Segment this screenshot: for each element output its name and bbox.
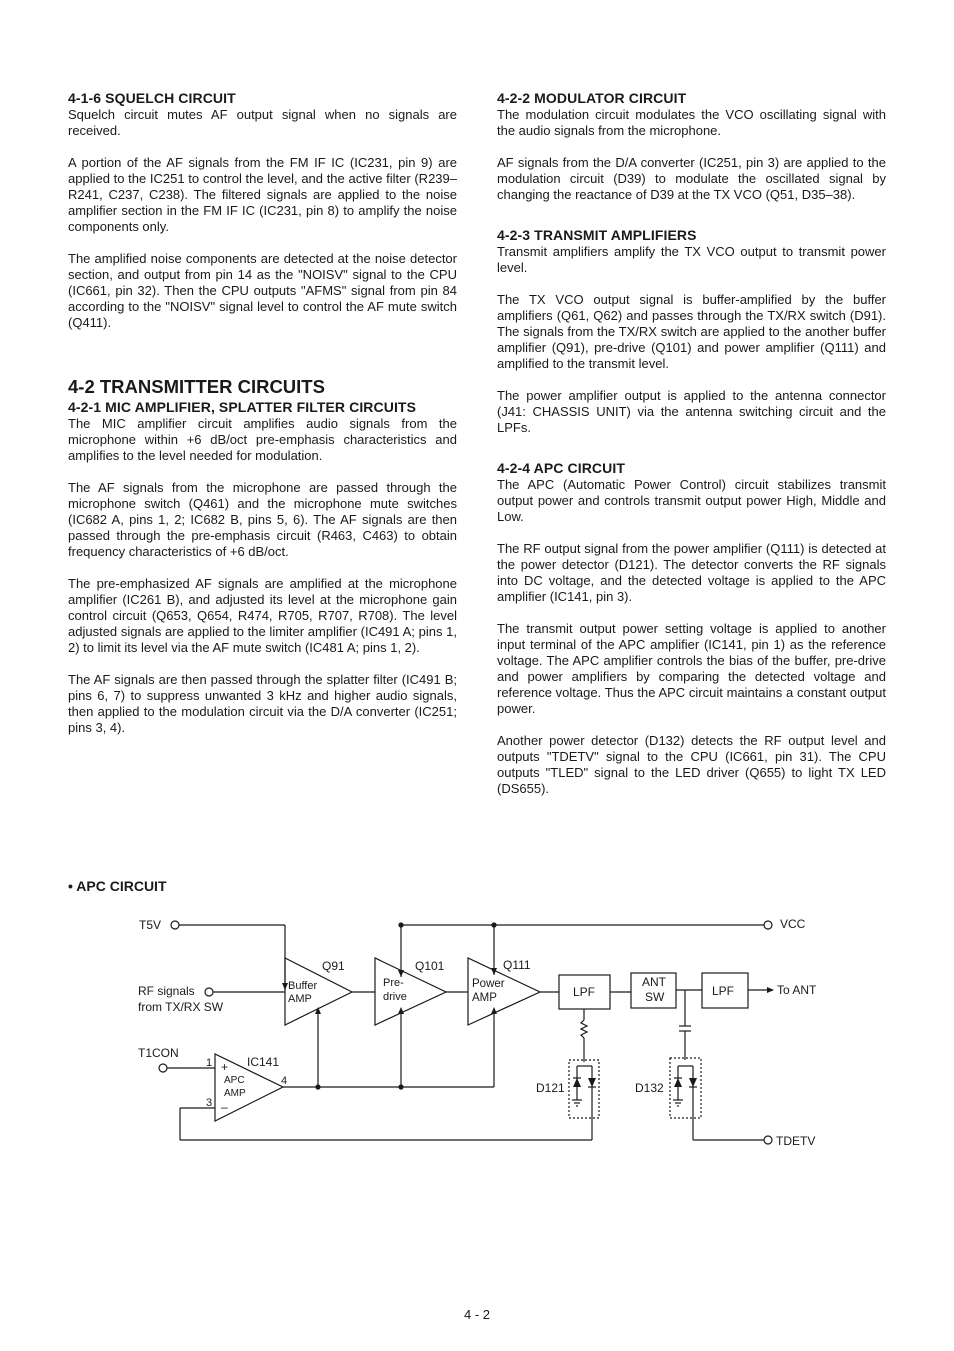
- rf-input-label-2: from TX/RX SW: [138, 1000, 224, 1014]
- pin4-label: 4: [281, 1075, 288, 1087]
- section-heading-apc: 4-2-4 APC CIRCUIT: [497, 460, 625, 476]
- minus-sign: –: [221, 1100, 228, 1114]
- buffer-amp-label: Buffer: [288, 980, 318, 992]
- apc-amp-label-2: AMP: [224, 1088, 246, 1099]
- paragraph: The modulation circuit modulates the VCO oscillating signal with the audio signals from the microphone.: [497, 107, 886, 138]
- paragraph: Transmit amplifiers amplify the TX VCO output to transmit power level.: [497, 244, 886, 275]
- paragraph: AF signals from the D/A converter (IC251, pin 3) are applied to the modulation circuit (D39) to modulate the oscillated signal by changing the reactance of D39 at the TX VCO (Q51, D35–38).: [497, 155, 886, 202]
- lpf-1-label: LPF: [573, 985, 596, 999]
- page-number: 4 - 2: [463, 1307, 490, 1322]
- plus-sign: +: [221, 1060, 229, 1074]
- section-heading-squelch: 4-1-6 SQUELCH CIRCUIT: [68, 90, 236, 106]
- vcc-terminal: [764, 921, 772, 929]
- paragraph: The amplified noise components are detected at the noise detector section, and output from pin 14 as the "NOISV" signal to the CPU (IC661, pin 32). Then the CPU outputs "AFMS" signal from pin 84 according to the "NOISV" signal level to control the AF mute switch (Q411).: [68, 251, 457, 330]
- chapter-heading: 4-2 TRANSMITTER CIRCUITS: [68, 376, 325, 397]
- apc-amp-label: APC: [224, 1075, 245, 1086]
- q111-label: Q111: [503, 958, 531, 972]
- section-heading-modulator: 4-2-2 MODULATOR CIRCUIT: [497, 90, 687, 106]
- paragraph: Another power detector (D132) detects the RF output level and outputs "TDETV" signal to the CPU (IC661, pin 31). The CPU outputs "TLED" signal to the LED driver (Q655) to light TX LED (DS655).: [497, 733, 886, 796]
- ant-switch-label: ANT: [642, 975, 666, 989]
- paragraph: The MIC amplifier circuit amplifies audio signals from the microphone within +6 dB/oct pre-emphasis characteristics and amplifies to the level needed for modulation.: [68, 416, 457, 463]
- q91-label: Q91: [322, 959, 345, 973]
- apc-circuit-diagram: [120, 905, 840, 1155]
- lpf-2-label: LPF: [712, 984, 735, 998]
- d121-detector: [569, 1060, 599, 1118]
- pre-drive-label-2: drive: [383, 991, 407, 1003]
- paragraph: A portion of the AF signals from the FM IF IC (IC231, pin 9) are applied to the IC251 to control the level, and the active filter (R239–R241, C237, C238). The filtered signals are applied to the noise amplifier section in the FM IF IC (IC231, pin 8) to amplify the noise components only.: [68, 155, 457, 234]
- pre-drive-label: Pre-: [383, 977, 404, 989]
- power-amp-label: Power: [472, 978, 505, 990]
- power-amp-label-2: AMP: [472, 992, 497, 1004]
- ic141-label: IC141: [247, 1055, 280, 1069]
- paragraph: The power amplifier output is applied to the antenna connector (J41: CHASSIS UNIT) via the antenna switching circuit and the LPFs.: [497, 388, 886, 435]
- t1con-terminal: [159, 1064, 167, 1072]
- d121-label: D121: [536, 1081, 565, 1095]
- t5v-label: T5V: [139, 918, 162, 932]
- tdetv-terminal: [764, 1136, 772, 1144]
- paragraph: The RF output signal from the power amplifier (Q111) is detected at the power detector (D121). The detector converts the RF signals into DC voltage, and the detected voltage is applied to the APC amplifier (IC141, pin 3).: [497, 541, 886, 604]
- paragraph: The TX VCO output signal is buffer-amplified by the buffer amplifiers (Q61, Q62) and passes through the TX/RX switch (D91). The signals from the TX/RX switch are applied to the another buffer amplifier (Q91), pre-drive (Q101) and power amplifier (Q111) and amplified to the transmit level.: [497, 292, 886, 371]
- paragraph: The transmit output power setting voltage is applied to another input terminal of the APC amplifier (IC141, pin 1) as the reference voltage. The APC amplifier controls the bias of the buffer, pre-drive and power amplifiers by comparing the detected voltage and reference voltage. Thus the APC circuit maintains a constant output power.: [497, 621, 886, 716]
- t1con-label: T1CON: [138, 1046, 179, 1060]
- left-column: [68, 89, 457, 736]
- pin3-label: 3: [206, 1097, 213, 1109]
- section-heading-transmit-amps: 4-2-3 TRANSMIT AMPLIFIERS: [497, 227, 697, 243]
- d132-detector: [670, 1058, 701, 1118]
- paragraph: The pre-emphasized AF signals are amplified at the microphone amplifier (IC261 B), and adjusted its level at the microphone gain control circuit (Q653, Q654, R474, R705, R707, R708). The level adjusted signals are applied to the limiter amplifier (IC491 A; pins 1, 2) to limit its level via the AF mute switch (IC481 A; pins 1, 2).: [68, 576, 457, 655]
- d132-label: D132: [635, 1081, 664, 1095]
- ant-switch-label-2: SW: [645, 990, 665, 1004]
- diagram-title: • APC CIRCUIT: [68, 878, 167, 894]
- right-column: [497, 89, 886, 797]
- paragraph: Squelch circuit mutes AF output signal when no signals are received.: [68, 107, 457, 138]
- section-heading-mic-amp: 4-2-1 MIC AMPLIFIER, SPLATTER FILTER CIRCUITS: [68, 399, 417, 415]
- rf-input-terminal: [205, 988, 213, 996]
- q101-label: Q101: [415, 959, 445, 973]
- to-ant-label: To ANT: [777, 983, 817, 997]
- rf-input-label: RF signals: [138, 984, 195, 998]
- paragraph: The AF signals from the microphone are passed through the microphone switch (Q461) and the microphone mute switches (IC682 A, pins 1, 2; IC682 B, pins 5, 6). The AF signals are then passed through the pre-emphasis circuit (R463, C463) to obtain frequency characteristics of +6 dB/oct.: [68, 480, 457, 559]
- vcc-label: VCC: [780, 917, 806, 931]
- paragraph: The AF signals are then passed through the splatter filter (IC491 B; pins 6, 7) to suppress unwanted 3 kHz and higher audio signals, then applied to the modulation circuit via the D/A converter (IC251; pins 3, 4).: [68, 672, 457, 735]
- buffer-amp-label-2: AMP: [288, 993, 312, 1005]
- pin1-label: 1: [206, 1057, 213, 1069]
- t5v-terminal: [171, 921, 179, 929]
- tdetv-label: TDETV: [776, 1134, 816, 1148]
- paragraph: The APC (Automatic Power Control) circuit stabilizes transmit output power and controls transmit output power High, Middle and Low.: [497, 477, 886, 524]
